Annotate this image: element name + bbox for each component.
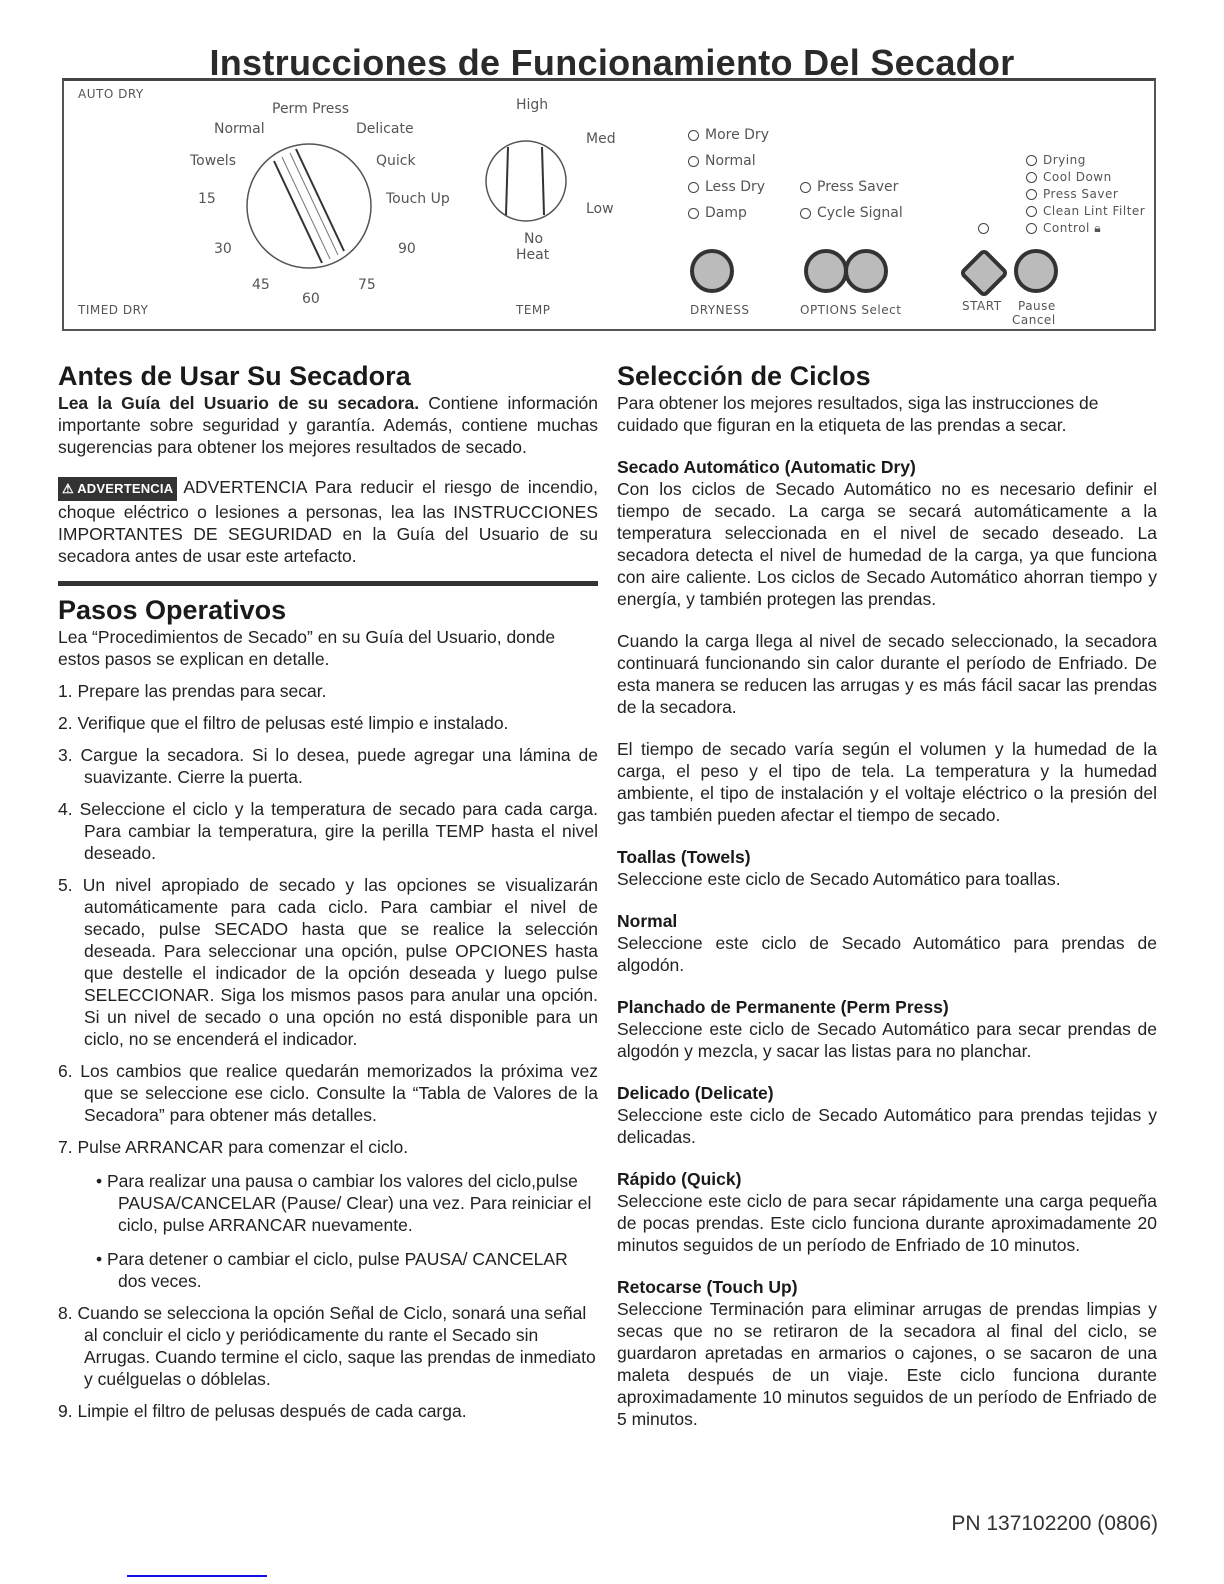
dryness-less-dry: Less Dry bbox=[688, 179, 765, 195]
cycle-section bbox=[617, 456, 1157, 610]
cycle-section-body: Cuando la carga llega al nivel de secado seleccionado, la secadora continuará funcionando sin calor durante el período de Enfriado. De esta manera se reducen las arrugas y es más fácil sacar las prendas de la secadora. bbox=[617, 631, 1157, 717]
led-icon bbox=[1026, 172, 1037, 183]
cancel-label: Cancel bbox=[1012, 313, 1056, 327]
step-item: 1. Prepare las prendas para secar. bbox=[58, 681, 327, 701]
cycle-section-body: El tiempo de secado varía según el volumen y la humedad de la carga, el peso y el tipo de tela. La temperatura y la humedad ambiente, el tipo de instalación y el voltaje eléctrico o la presión del gas también pueden afectar el tiempo de secado. bbox=[617, 739, 1157, 825]
led-icon bbox=[688, 130, 699, 141]
seleccion-intro: Para obtener los mejores resultados, siga las instrucciones de cuidado que figuran en la etiqueta de las prendas a secar. bbox=[617, 393, 1099, 435]
cycle-section bbox=[617, 910, 1157, 976]
cycle-section-body: Seleccione este ciclo de Secado Automático para secar prendas de algodón y mezcla, y sacar las listas para no planchar. bbox=[617, 1019, 1157, 1061]
part-number: PN 137102200 (0806) bbox=[951, 1512, 1158, 1535]
antes-heading: Antes de Usar Su Secadora bbox=[58, 361, 411, 391]
pause-cancel-button[interactable] bbox=[1014, 249, 1058, 293]
cycle-section-title: Secado Automático (Automatic Dry) bbox=[617, 457, 916, 477]
cycle-section-body: Seleccione este ciclo de Secado Automático para prendas tejidas y delicadas. bbox=[617, 1105, 1157, 1147]
cycle-section-title: Delicado (Delicate) bbox=[617, 1083, 774, 1103]
cycle-section bbox=[617, 846, 1157, 890]
cycle-section-title: Normal bbox=[617, 911, 678, 931]
left-column bbox=[58, 360, 598, 1422]
cycle-towels: Towels bbox=[190, 153, 236, 169]
step-item: 5. Un nivel apropiado de secado y las opciones se visualizarán automáticamente para cada ciclo. Para cambiar el nivel de secado, pulse SECADO hasta que se realice la selección deseada. Para seleccionar una opción, pulse OPCIONES hasta que destelle el indicador de la opción deseada y luego pulse SELECCIONAR. Siga los mismos pasos para anular una opción. Si un nivel de secado o una opción no está disponible para un ciclo, no se encenderá el indicador. bbox=[58, 875, 598, 1049]
cycle-section bbox=[617, 1276, 1157, 1430]
cycle-quick: Quick bbox=[376, 153, 416, 169]
timed-45: 45 bbox=[252, 277, 270, 293]
temp-low: Low bbox=[586, 201, 614, 217]
cycle-normal: Normal bbox=[214, 121, 265, 137]
led-icon bbox=[800, 208, 811, 219]
warning-badge: ⚠ ADVERTENCIA bbox=[58, 477, 177, 501]
pasos-intro: Lea “Procedimientos de Secado” en su Guía del Usuario, donde estos pasos se explican en detalle. bbox=[58, 627, 556, 669]
seleccion-heading: Selección de Ciclos bbox=[617, 361, 871, 391]
step-item: 9. Limpie el filtro de pelusas después de cada carga. bbox=[58, 1401, 467, 1421]
cycle-section bbox=[617, 1082, 1157, 1148]
status-cool-down: Cool Down bbox=[1026, 170, 1112, 184]
right-column bbox=[617, 360, 1157, 1430]
cycle-section-body: Seleccione este ciclo de Secado Automático para prendas de algodón. bbox=[617, 933, 1157, 975]
select-button[interactable] bbox=[844, 249, 888, 293]
timed-60: 60 bbox=[302, 291, 320, 307]
temp-knob[interactable] bbox=[484, 139, 568, 223]
step-item: 4. Seleccione el ciclo y la temperatura de secado para cada carga. Para cambiar la temperatura, gire la perilla TEMP hasta el nivel deseado. bbox=[58, 799, 598, 863]
temp-no: No bbox=[524, 231, 544, 247]
bullet-icon: • bbox=[96, 1171, 107, 1191]
status-drying: Drying bbox=[1026, 153, 1086, 167]
decorative-line bbox=[127, 1575, 267, 1577]
dryness-label: DRYNESS bbox=[690, 303, 750, 317]
led-icon bbox=[1026, 223, 1037, 234]
bullet-item: • Para realizar una pausa o cambiar los valores del ciclo,pulse PAUSA/CANCELAR (Pause/ Clear) una vez. Para reiniciar el ciclo, pulse ARRANCAR nuevamente. bbox=[96, 1171, 592, 1235]
cycle-section-body: Seleccione este ciclo de para secar rápidamente una carga pequeña de pocas prendas. Este ciclo funciona durante aproximadamente 20 minutos seguidos de un período de Enfriado de 10 minutos. bbox=[617, 1191, 1157, 1255]
led-icon bbox=[1026, 206, 1037, 217]
control-panel-diagram bbox=[62, 78, 1156, 331]
cycle-knob[interactable] bbox=[244, 141, 374, 271]
dryness-normal: Normal bbox=[688, 153, 756, 169]
step-item: 8. Cuando se selecciona la opción Señal de Ciclo, sonará una señal al concluir el ciclo y periódicamente du rante el Secado sin Arrugas. Cuando termine el ciclo, saque las prendas de inmediato y cuélguelas o dóblelas. bbox=[58, 1303, 596, 1389]
dryness-button[interactable] bbox=[690, 249, 734, 293]
pause-label: Pause bbox=[1018, 299, 1056, 313]
status-control-lock: Control 🔒︎ bbox=[1026, 221, 1101, 236]
cycle-section-body: Con los ciclos de Secado Automático no es necesario definir el tiempo de secado. La carga se secará automáticamente a la temperatura seleccionada en el nivel de secado deseado. La secadora detecta el nivel de humedad de la carga, ya que funciona con aire caliente. Los ciclos de Secado Automático ahorran tiempo y energía, y también protegen las prendas. bbox=[617, 479, 1157, 609]
step-item: 3. Cargue la secadora. Si lo desea, puede agregar una lámina de suavizante. Cierre la puerta. bbox=[58, 745, 598, 787]
cycle-touch-up: Touch Up bbox=[386, 191, 450, 207]
temp-med: Med bbox=[586, 131, 616, 147]
temp-label: TEMP bbox=[516, 303, 551, 317]
lock-icon: 🔒︎ bbox=[1094, 221, 1102, 235]
cycle-section-title: Rápido (Quick) bbox=[617, 1169, 742, 1189]
timed-30: 30 bbox=[214, 241, 232, 257]
status-press-saver: Press Saver bbox=[1026, 187, 1118, 201]
cycle-section-body: Seleccione Terminación para eliminar arrugas de prendas limpias y secas que no se retiraron de la secadora al final del ciclo, se guardaron apretadas en armarios o cajones, o se sacaron de una maleta después de un viaje. Este ciclo funciona durante aproximadamente 10 minutos seguidos de un período de Enfriado de 5 minutos. bbox=[617, 1299, 1157, 1429]
step-item: 7. Pulse ARRANCAR para comenzar el ciclo. bbox=[58, 1137, 409, 1157]
timed-75: 75 bbox=[358, 277, 376, 293]
timed-15: 15 bbox=[198, 191, 216, 207]
options-select-label: OPTIONS Select bbox=[800, 303, 902, 317]
led-icon bbox=[688, 156, 699, 167]
bullet-item: • Para detener o cambiar el ciclo, pulse PAUSA/ CANCELAR dos veces. bbox=[96, 1249, 568, 1291]
cycle-section-title: Toallas (Towels) bbox=[617, 847, 751, 867]
pasos-heading: Pasos Operativos bbox=[58, 595, 287, 625]
led-icon bbox=[1026, 155, 1037, 166]
cycle-section bbox=[617, 1168, 1157, 1256]
dryness-damp: Damp bbox=[688, 205, 747, 221]
start-label: START bbox=[962, 299, 1002, 313]
cycle-section bbox=[617, 738, 1157, 826]
led-icon bbox=[800, 182, 811, 193]
start-led-icon bbox=[978, 223, 989, 234]
cycle-section bbox=[617, 996, 1157, 1062]
cycle-section-title: Retocarse (Touch Up) bbox=[617, 1277, 798, 1297]
step-item: 2. Verifique que el filtro de pelusas esté limpio e instalado. bbox=[58, 713, 509, 733]
dryness-more-dry: More Dry bbox=[688, 127, 769, 143]
page-title: Instrucciones de Funcionamiento Del Secador bbox=[209, 42, 1015, 83]
temp-high: High bbox=[516, 97, 549, 113]
antes-paragraph: Lea la Guía del Usuario de su secadora. Contiene información importante sobre seguridad y garantía. Además, contiene muchas sugerencias para obtener los mejores resultados de secado. bbox=[58, 393, 598, 457]
warning-paragraph: ⚠ ADVERTENCIA ADVERTENCIA Para reducir el riesgo de incendio, choque eléctrico o lesiones a personas, lea las INSTRUCCIONES IMPORTANTES DE SEGURIDAD en la Guía del Usuario de su secadora antes de usar este artefacto. bbox=[58, 477, 598, 566]
led-icon bbox=[688, 182, 699, 193]
start-button[interactable] bbox=[959, 248, 1010, 299]
cycle-delicate: Delicate bbox=[356, 121, 414, 137]
section-divider bbox=[58, 581, 598, 586]
status-clean-lint-filter: Clean Lint Filter bbox=[1026, 204, 1145, 218]
cycle-section-title: Planchado de Permanente (Perm Press) bbox=[617, 997, 949, 1017]
option-cycle-signal: Cycle Signal bbox=[800, 205, 903, 221]
cycle-section bbox=[617, 630, 1157, 718]
timed-dry-label: TIMED DRY bbox=[78, 303, 149, 317]
warning-triangle-icon: ⚠ bbox=[62, 481, 74, 496]
cycle-section-body: Seleccione este ciclo de Secado Automático para toallas. bbox=[617, 869, 1061, 889]
bullet-icon: • bbox=[96, 1249, 107, 1269]
step-item: 6. Los cambios que realice quedarán memorizados la próxima vez que se seleccione ese ciclo. Consulte la “Tabla de Valores de la Secadora” para obtener más detalles. bbox=[58, 1061, 598, 1125]
auto-dry-label: AUTO DRY bbox=[78, 87, 144, 101]
option-press-saver: Press Saver bbox=[800, 179, 898, 195]
led-icon bbox=[688, 208, 699, 219]
cycle-perm-press: Perm Press bbox=[272, 101, 349, 117]
temp-heat: Heat bbox=[516, 247, 550, 263]
led-icon bbox=[1026, 189, 1037, 200]
options-button[interactable] bbox=[804, 249, 848, 293]
timed-90: 90 bbox=[398, 241, 416, 257]
